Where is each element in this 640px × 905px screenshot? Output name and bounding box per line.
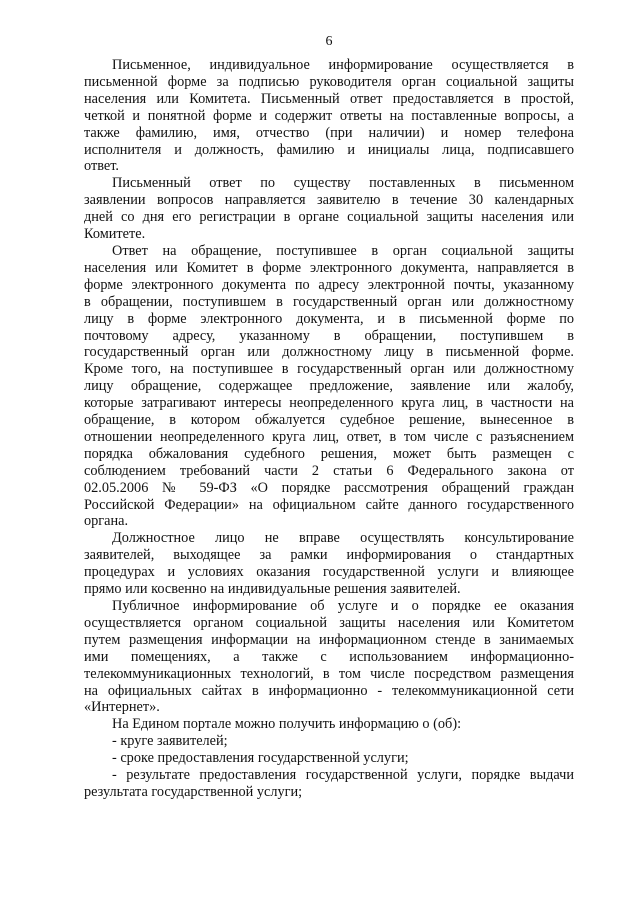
paragraph [84,243,574,530]
text-line: заявителей, выходящее за рамки информирования о стандартных [84,547,574,564]
text-line: населения или Комитет в форме электронного документа, направляется в [84,259,574,276]
text-line: органа. [84,513,129,530]
document-body [84,57,574,801]
text-line: телекоммуникационных технологий, в том числе посредством размещения [84,665,574,682]
text-line: Письменное, индивидуальное информирование осуществляется в [112,57,574,73]
text-line: также фамилию, имя, отчество (при наличии) и номер телефона [84,124,574,141]
text-line: На Едином портале можно получить информацию о (об): [112,716,462,733]
text-line: - сроке предоставления государственной услуги; [112,750,409,767]
text-line: лицу обращение, содержащее предложение, заявление или жалобу, [84,378,574,395]
text-line: четкой и понятной форме и содержит ответы на поставленные вопросы, а [84,107,574,124]
paragraph [84,598,574,716]
paragraph [84,767,574,801]
text-line: путем размещения информации на информационном стенде в занимаемых [84,631,574,648]
text-line: Должностное лицо не вправе осуществлять консультирование [112,530,574,547]
text-line: прямо или косвенно на индивидуальные решения заявителей. [84,581,461,598]
page-number: 6 [325,34,333,49]
paragraph [84,716,574,733]
paragraph [84,175,574,243]
text-line: форме электронного документа по адресу электронной почты, указанному [84,276,574,293]
text-line: отношении неопределенного круга лиц, ответ, в том числе с разъяснением [84,428,574,445]
text-line: населения или Комитета. Письменный ответ предоставляется в простой, [84,90,574,107]
paragraph [84,733,574,750]
text-line: «Интернет». [84,699,160,716]
text-line: лицу в форме электронного документа, и в письменной форме по [84,310,574,327]
text-line: Российской Федерации» на официальном сайте данного государственного [84,496,574,513]
text-line: на официальных сайтах в информационно - телекоммуникационной сети [84,682,574,699]
text-line: заявлении вопросов направляется заявителю в течение 30 календарных [84,192,574,209]
text-line: исполнителя и должность, фамилию и инициалы лица, подписавшего [84,141,574,158]
text-line: Письменный ответ по существу поставленных в письменном [112,175,574,192]
text-line: Комитете. [84,226,146,243]
text-line: Кроме того, на поступившее в государственный орган или должностному [84,361,574,378]
text-line: Публичное информирование об услуге и о порядке ее оказания [112,598,574,614]
text-line: порядка обжалования судебного решения, может быть размещен с [84,445,574,462]
text-line: в обращении, поступившем в государственный орган или должностному [84,293,574,310]
text-line: результата государственной услуги; [84,783,303,800]
paragraph [84,530,574,598]
text-line: письменной форме за подписью руководителя орган социальной защиты [84,73,574,90]
text-line: - результате предоставления государственной услуги, порядке выдачи [112,767,574,784]
paragraph [84,750,574,767]
text-line: ими помещениях, а также с использованием информационно- [84,648,574,665]
text-line: обращение, в котором обжалуется судебное решение, вынесенное в [84,412,574,429]
text-line: ответ. [84,158,119,175]
text-line: дней со дня его регистрации в органе социальной защиты населения или [84,209,574,226]
text-line: почтовому адресу, указанному в обращении, поступившем в [84,327,574,344]
text-line: осуществляется органом социальной защиты населения или Комитетом [84,614,574,631]
text-line: - круге заявителей; [112,733,228,750]
text-line: процедурах и условиях оказания государственной услуги и влияющее [84,564,574,581]
text-line: Ответ на обращение, поступившее в орган социальной защиты [112,242,574,259]
text-line: которые затрагивают интересы неопределенного круга лиц, в частности на [84,395,574,412]
paragraph [84,57,574,175]
text-line: соблюдением требований части 2 статьи 6 Федерального закона от [84,462,574,479]
text-line: государственный орган или должностному лицу в письменной форме. [84,344,574,361]
text-line: 02.05.2006 № 59-ФЗ «О порядке рассмотрения обращений граждан [84,479,574,496]
